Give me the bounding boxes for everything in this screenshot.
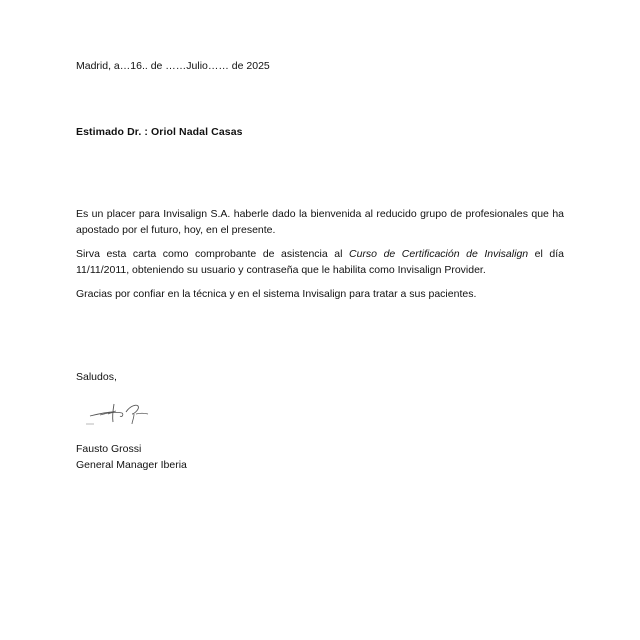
paragraph-attendance-end: el día 11/11/2011, obteniendo su usuario y contraseña que le habilita como Invisalign Provider. — [76, 248, 564, 276]
date-line: Madrid, a…16.. de ……Julio…… de 2025 — [76, 60, 270, 72]
course-name: Curso de Certificación de Invisalign — [349, 248, 529, 260]
paragraph-thanks: Gracias por confiar en la técnica y en el sistema Invisalign para tratar a sus pacientes. — [76, 288, 477, 300]
signer-title: General Manager Iberia — [76, 459, 187, 471]
paragraph-welcome: Es un placer para Invisalign S.A. haberle dado la bienvenida al reducido grupo de profesionales que ha apostado por el futuro, hoy, en el presente. — [76, 208, 564, 236]
signer-block — [76, 441, 564, 473]
letter-body — [76, 206, 564, 310]
greeting: Estimado Dr. : Oriol Nadal Casas — [76, 126, 243, 138]
paragraph-attendance-start: Sirva esta carta como comprobante de asistencia al — [76, 248, 350, 260]
closing: Saludos, — [76, 371, 117, 383]
signer-name: Fausto Grossi — [76, 443, 142, 455]
paragraph-attendance — [76, 246, 564, 278]
handwritten-signature — [86, 400, 156, 430]
